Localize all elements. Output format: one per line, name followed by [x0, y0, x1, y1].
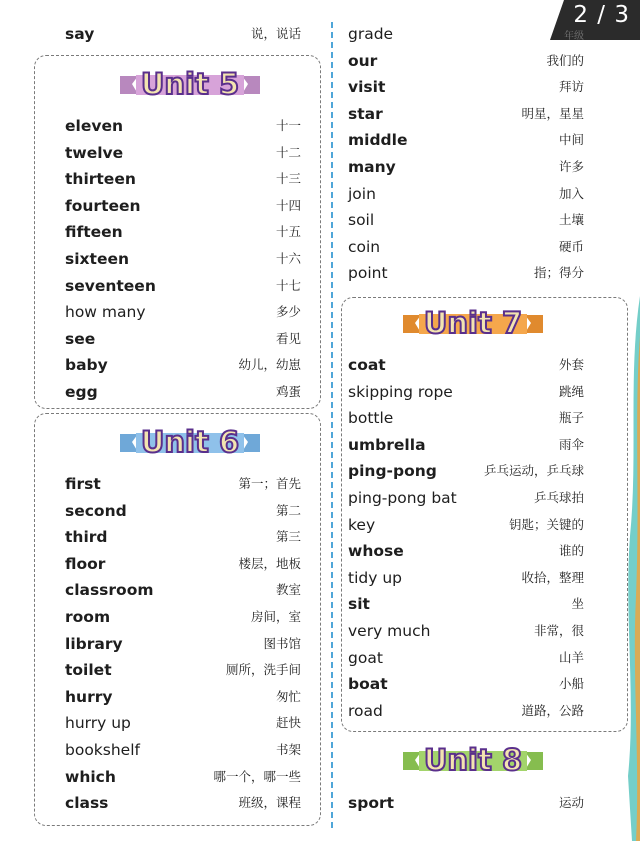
word-en: many [348, 158, 396, 176]
word-cn: 许多 [558, 159, 584, 174]
word-cn: 楼层，地板 [238, 555, 301, 571]
word-en: very much [348, 622, 431, 640]
vocab-row [65, 657, 301, 683]
vocab-row [348, 207, 584, 233]
word-cn: 坐 [571, 596, 584, 612]
word-cn: 跳绳 [558, 383, 584, 399]
vocab-row [348, 458, 584, 484]
word-en: bottle [348, 409, 394, 428]
word-cn: 多少 [275, 304, 301, 320]
vocab-row [348, 790, 584, 816]
word-cn: 班级，课程 [238, 795, 301, 811]
word-en: middle [348, 131, 408, 150]
word-en: eleven [65, 117, 123, 135]
word-en: bookshelf [65, 741, 140, 759]
vocab-row [348, 154, 584, 180]
word-en: skipping rope [348, 382, 453, 401]
word-cn: 教室 [275, 582, 301, 598]
vocab-row [65, 166, 301, 192]
word-en: coat [348, 356, 386, 374]
vocab-row [65, 737, 301, 763]
vocab-row [65, 631, 301, 657]
word-cn: 拜访 [558, 79, 584, 95]
vocab-row [348, 48, 584, 74]
word-cn: 土壤 [558, 212, 584, 228]
word-en: which [65, 767, 116, 786]
vocab-row [65, 764, 301, 790]
decorative-swirl [624, 296, 640, 841]
vocab-row [348, 74, 584, 100]
word-cn: 十五 [275, 224, 301, 240]
word-en: whose [348, 542, 404, 561]
word-cn: 第一；首先 [238, 476, 301, 491]
word-cn: 外套 [558, 357, 584, 372]
vocab-row [348, 591, 584, 617]
vocab-row [348, 432, 584, 458]
word-cn: 图书馆 [263, 635, 301, 651]
page-number: 2 / 3 [573, 2, 630, 28]
word-en: coin [348, 237, 381, 256]
vocab-row [65, 551, 301, 577]
vocab-row [65, 140, 301, 166]
word-cn: 十四 [275, 197, 301, 213]
word-en: key [348, 515, 376, 534]
vocab-row [348, 405, 584, 431]
vocab-row [348, 352, 584, 378]
word-cn: 小船 [558, 676, 584, 692]
word-en: twelve [65, 143, 124, 162]
vocab-row [348, 234, 584, 260]
word-en: star [348, 104, 383, 123]
word-cn: 十三 [275, 171, 301, 187]
word-en: visit [348, 78, 386, 97]
word-cn: 瓶子 [558, 410, 584, 426]
word-en: egg [65, 383, 98, 401]
word-en: tidy up [348, 568, 402, 587]
vocab-row [65, 273, 301, 299]
word-en: goat [348, 648, 383, 667]
word-cn: 房间，室 [250, 609, 301, 624]
vocab-row [348, 565, 584, 591]
word-en: umbrella [348, 435, 426, 454]
word-en: boat [348, 675, 388, 694]
word-en: toilet [65, 661, 112, 680]
word-cn: 雨伞 [558, 436, 584, 452]
word-cn: 钥匙；关键的 [508, 516, 584, 532]
word-cn: 哪一个，哪一些 [213, 768, 301, 784]
vocab-row [65, 710, 301, 736]
word-en: sit [348, 595, 370, 614]
word-en: seventeen [65, 276, 156, 295]
vocab-row [65, 193, 301, 219]
vocab-row [348, 645, 584, 671]
word-cn: 赶快 [275, 715, 301, 731]
word-en: soil [348, 211, 375, 230]
word-en: join [348, 184, 376, 203]
word-en: second [65, 501, 127, 520]
word-cn: 十一 [275, 118, 301, 133]
vocab-row [348, 181, 584, 207]
word-cn: 乒乓球拍 [533, 490, 584, 505]
vocab-row [348, 379, 584, 405]
unit5-label: Unit 5 [140, 67, 240, 101]
vocab-row [348, 127, 584, 153]
vocab-row [65, 246, 301, 272]
word-cn: 说，说话 [250, 26, 301, 41]
word-en: class [65, 794, 109, 813]
word-cn: 乒乓运动，乒乓球 [483, 463, 584, 479]
word-en: hurry up [65, 714, 131, 733]
word-cn: 第三 [275, 529, 301, 545]
word-cn: 十二 [275, 144, 301, 160]
word-cn: 中间 [558, 132, 584, 148]
vocab-row [65, 21, 301, 47]
vocab-row [348, 512, 584, 538]
unit6-title [120, 422, 260, 464]
word-en: room [65, 608, 111, 626]
word-en: hurry [65, 687, 113, 706]
word-cn: 非常，很 [533, 623, 584, 638]
word-en: floor [65, 554, 106, 573]
word-cn: 山羊 [558, 649, 584, 665]
vocab-row [348, 101, 584, 127]
word-cn: 运动 [558, 795, 584, 810]
word-en: sixteen [65, 250, 130, 268]
vocab-row [65, 498, 301, 524]
word-cn: 鸡蛋 [275, 384, 301, 399]
word-cn: 我们的 [546, 52, 584, 68]
word-en: our [348, 51, 378, 70]
word-en: fifteen [65, 223, 123, 242]
word-en: point [348, 264, 388, 283]
word-en: fourteen [65, 196, 141, 215]
word-en: baby [65, 356, 108, 375]
vocab-row [348, 260, 584, 286]
word-cn: 厕所，洗手间 [225, 662, 301, 678]
unit8-label: Unit 8 [423, 743, 523, 777]
word-en: how many [65, 303, 146, 322]
word-cn: 书架 [275, 742, 301, 757]
word-en: grade [348, 25, 394, 43]
word-en: library [65, 634, 123, 653]
vocab-row [65, 471, 301, 497]
vocab-row [65, 326, 301, 352]
unit8-title [403, 740, 543, 782]
word-cn: 十六 [275, 251, 301, 266]
vocab-row [65, 577, 301, 603]
vocab-row [65, 790, 301, 816]
word-en: classroom [65, 581, 154, 600]
vocab-row [65, 113, 301, 139]
word-en: ping-pong [348, 462, 437, 481]
word-en: sport [348, 794, 395, 812]
word-cn: 硬币 [558, 238, 584, 254]
vocab-row [65, 219, 301, 245]
word-cn: 看见 [275, 330, 301, 346]
unit7-title [403, 303, 543, 345]
vocab-row [348, 618, 584, 644]
vocab-row [65, 524, 301, 550]
word-en: thirteen [65, 170, 136, 189]
vocab-row [65, 299, 301, 325]
word-cn: 十七 [275, 277, 301, 293]
vocab-row [348, 671, 584, 697]
word-cn: 加入 [558, 185, 584, 201]
vocab-row [65, 379, 301, 405]
vocab-row [65, 352, 301, 378]
word-en: see [65, 329, 96, 348]
word-cn: 第二 [275, 502, 301, 518]
word-cn: 谁的 [558, 543, 584, 559]
grade-label: 年级 [564, 31, 584, 42]
word-cn: 道路，公路 [521, 702, 584, 718]
vocab-row [65, 684, 301, 710]
vocab-row [65, 604, 301, 630]
vocab-row [348, 21, 584, 47]
vocab-row [348, 698, 584, 724]
word-cn: 指；得分 [533, 265, 584, 281]
word-en: third [65, 528, 108, 547]
word-cn: 幼儿，幼崽 [238, 357, 301, 373]
word-cn: 收拾，整理 [521, 569, 584, 585]
word-cn: 明星，星星 [521, 105, 584, 121]
word-cn: 匆忙 [275, 688, 301, 704]
word-en: first [65, 475, 101, 493]
word-en: say [65, 25, 95, 43]
unit5-title [120, 64, 260, 106]
word-en: road [348, 701, 383, 720]
column-divider [331, 22, 333, 828]
unit7-label: Unit 7 [423, 306, 523, 340]
vocab-row [348, 538, 584, 564]
word-en: ping-pong bat [348, 489, 457, 507]
vocab-row [348, 485, 584, 511]
unit6-label: Unit 6 [140, 425, 240, 459]
